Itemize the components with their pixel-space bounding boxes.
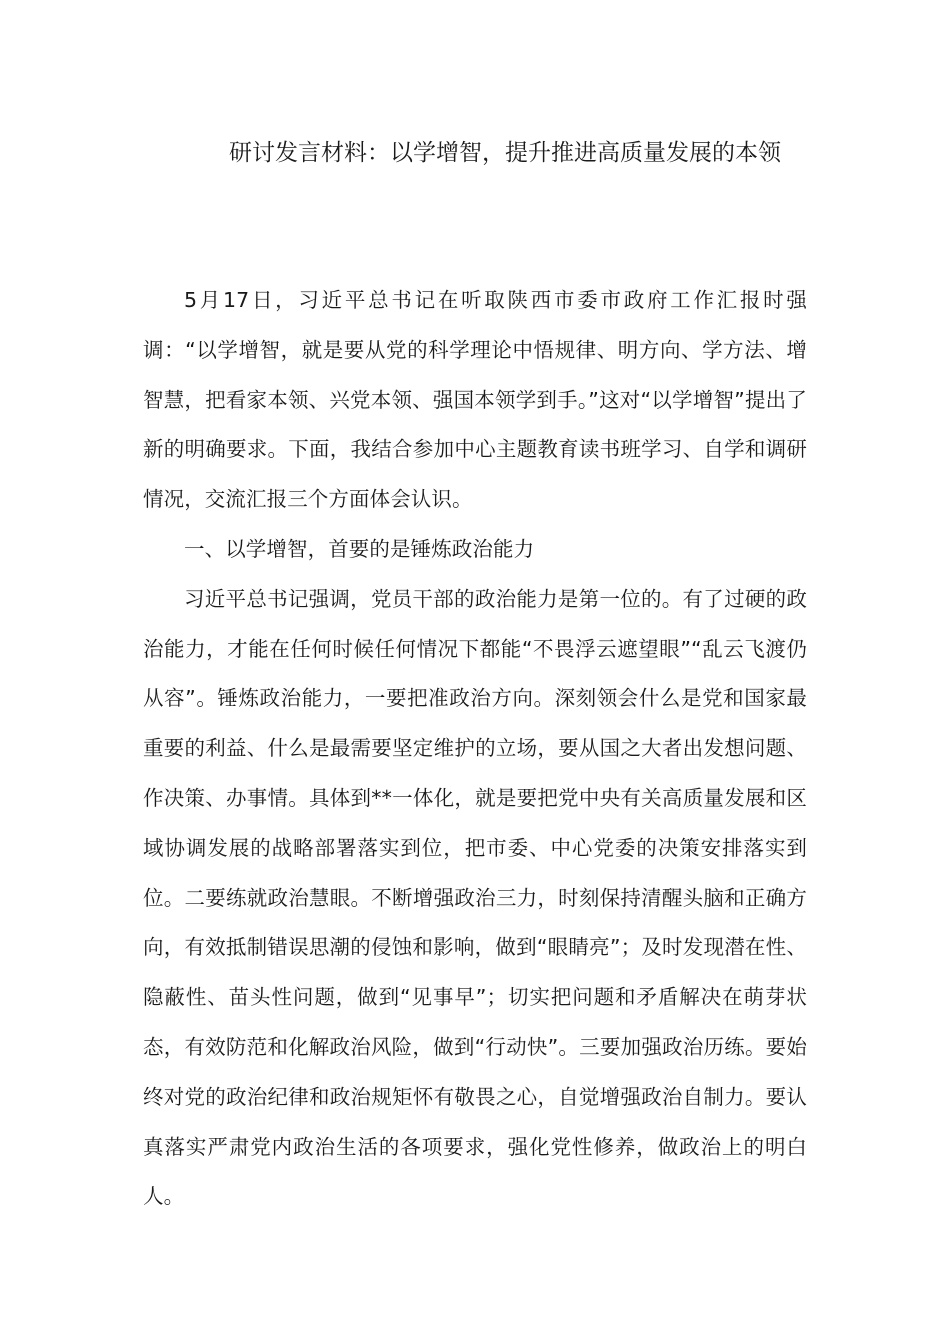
document-title: 研讨发言材料：以学增智，提升推进高质量发展的本领 — [229, 140, 781, 166]
document-body — [143, 276, 807, 1222]
paragraph-intro: 5月17日，习近平总书记在听取陕西市委市政府工作汇报时强调：“以学增智，就是要从党的科学理论中悟规律、明方向、学方法、增智慧，把看家本领、兴党本领、强国本领学到手。”这对“以学增智”提出了新的明确要求。下面，我结合参加中心主题教育读书班学习、自学和调研情况，交流汇报三个方面体会认识。 — [143, 288, 807, 512]
paragraph-political-ability: 习近平总书记强调，党员干部的政治能力是第一位的。有了过硬的政治能力，才能在任何时候任何情况下都能“不畏浮云遮望眼”“乱云飞渡仍从容”。锤炼政治能力，一要把准政治方向。深刻领会什么是党和国家最重要的利益、什么是最需要坚定维护的立场，要从国之大者出发想问题、作决策、办事情。具体到**一体化，就是要把党中央有关高质量发展和区域协调发展的战略部署落实到位，把市委、中心党委的决策安排落实到位。二要练就政治慧眼。不断增强政治三力，时刻保持清醒头脑和正确方向，有效抵制错误思潮的侵蚀和影响，做到“眼睛亮”；及时发现潜在性、隐蔽性、苗头性问题，做到“见事早”；切实把问题和矛盾解决在萌芽状态，有效防范和化解政治风险，做到“行动快”。三要加强政治历练。要始终对党的政治纪律和政治规矩怀有敬畏之心，自觉增强政治自制力。要认真落实严肃党内政治生活的各项要求，强化党性修养，做政治上的明白人。 — [143, 586, 807, 1209]
section-heading-1: 一、以学增智，首要的是锤炼政治能力 — [184, 536, 535, 561]
